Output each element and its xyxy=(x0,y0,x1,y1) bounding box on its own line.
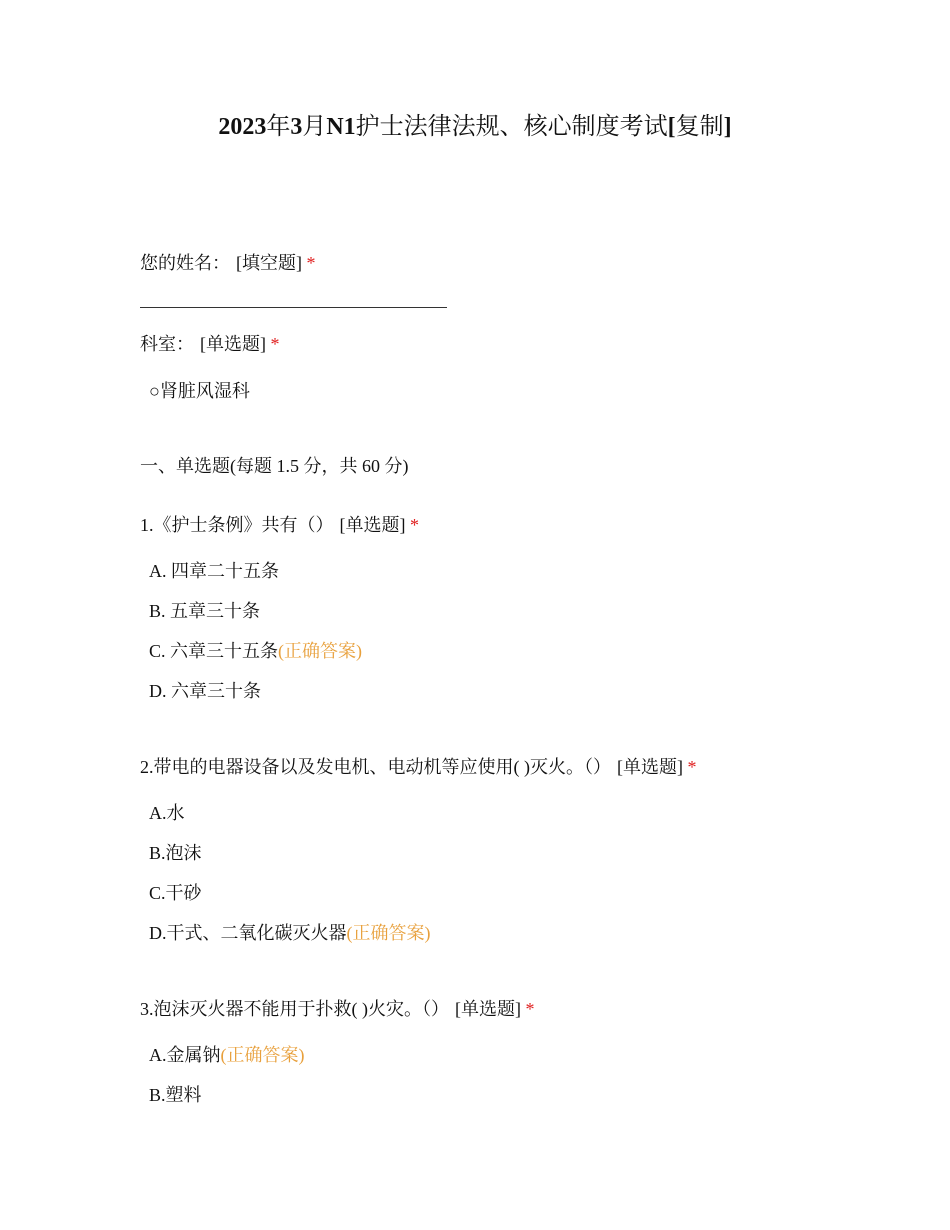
question-type: [填空题] xyxy=(236,253,302,273)
option-label: D.干式、二氧化碳灭火器 xyxy=(149,923,347,943)
title-bracket-open: [ xyxy=(667,114,676,140)
required-marker: * xyxy=(306,253,316,273)
question-3-option-b[interactable] xyxy=(149,1082,202,1108)
required-marker: * xyxy=(270,334,280,354)
dept-question xyxy=(140,331,280,357)
title-copy: 复制 xyxy=(675,114,724,140)
question-1-option-c[interactable] xyxy=(149,638,362,664)
required-marker: * xyxy=(410,515,419,535)
dept-option[interactable] xyxy=(149,378,250,404)
section-heading xyxy=(140,453,409,479)
question-1-option-a[interactable] xyxy=(149,558,279,584)
option-label: A.金属钠 xyxy=(149,1045,221,1065)
dept-question-label: 科室： xyxy=(140,334,194,354)
question-1-option-b[interactable] xyxy=(149,598,260,624)
question-3 xyxy=(140,996,535,1022)
question-1-text: 1.《护士条例》共有（） xyxy=(140,515,334,535)
title-subject: 护士法律法规、核心制度考试 xyxy=(355,114,668,140)
question-2-option-c[interactable] xyxy=(149,880,202,906)
correct-answer-tag: (正确答案) xyxy=(278,641,363,661)
question-3-text: 3.泡沫灭火器不能用于扑救( )火灾。（） xyxy=(140,999,449,1019)
title-year-unit: 年 xyxy=(266,114,291,140)
question-2-option-d[interactable] xyxy=(149,920,431,946)
name-question-label: 您的姓名： xyxy=(140,253,230,273)
required-marker: * xyxy=(687,757,697,777)
option-label: D. 六章三十条 xyxy=(149,681,261,701)
question-2 xyxy=(140,754,697,780)
required-marker: * xyxy=(525,999,535,1019)
option-label: C. 六章三十五条 xyxy=(149,641,279,661)
question-2-option-b[interactable] xyxy=(149,840,202,866)
question-2-text: 2.带电的电器设备以及发电机、电动机等应使用( )灭火。（） xyxy=(140,757,611,777)
question-1 xyxy=(140,512,419,538)
name-answer-line[interactable] xyxy=(140,307,447,308)
correct-answer-tag: (正确答案) xyxy=(220,1045,305,1065)
option-label: B.泡沫 xyxy=(149,843,202,863)
question-type: [单选题] xyxy=(617,757,683,777)
title-level: N1 xyxy=(326,114,356,140)
option-label: B.塑料 xyxy=(149,1085,202,1105)
name-question xyxy=(140,250,316,276)
page-title xyxy=(0,110,950,144)
title-month: 3 xyxy=(290,114,303,140)
question-1-option-d[interactable] xyxy=(149,678,261,704)
question-2-option-a[interactable] xyxy=(149,800,185,826)
title-year: 2023 xyxy=(218,114,267,140)
correct-answer-tag: (正确答案) xyxy=(346,923,431,943)
option-label: B. 五章三十条 xyxy=(149,601,261,621)
question-type: [单选题] xyxy=(339,515,406,535)
option-label: A.水 xyxy=(149,803,185,823)
option-label: A. 四章二十五条 xyxy=(149,561,279,581)
option-label: C.干砂 xyxy=(149,883,202,903)
section-heading-text: 一、单选题(每题 1.5 分，共 60 分) xyxy=(140,456,409,476)
dept-option-label: ○肾脏风湿科 xyxy=(149,381,250,401)
title-bracket-close: ] xyxy=(723,114,732,140)
question-3-option-a[interactable] xyxy=(149,1042,305,1068)
title-month-unit: 月 xyxy=(302,114,327,140)
question-type: [单选题] xyxy=(455,999,521,1019)
question-type: [单选题] xyxy=(200,334,266,354)
